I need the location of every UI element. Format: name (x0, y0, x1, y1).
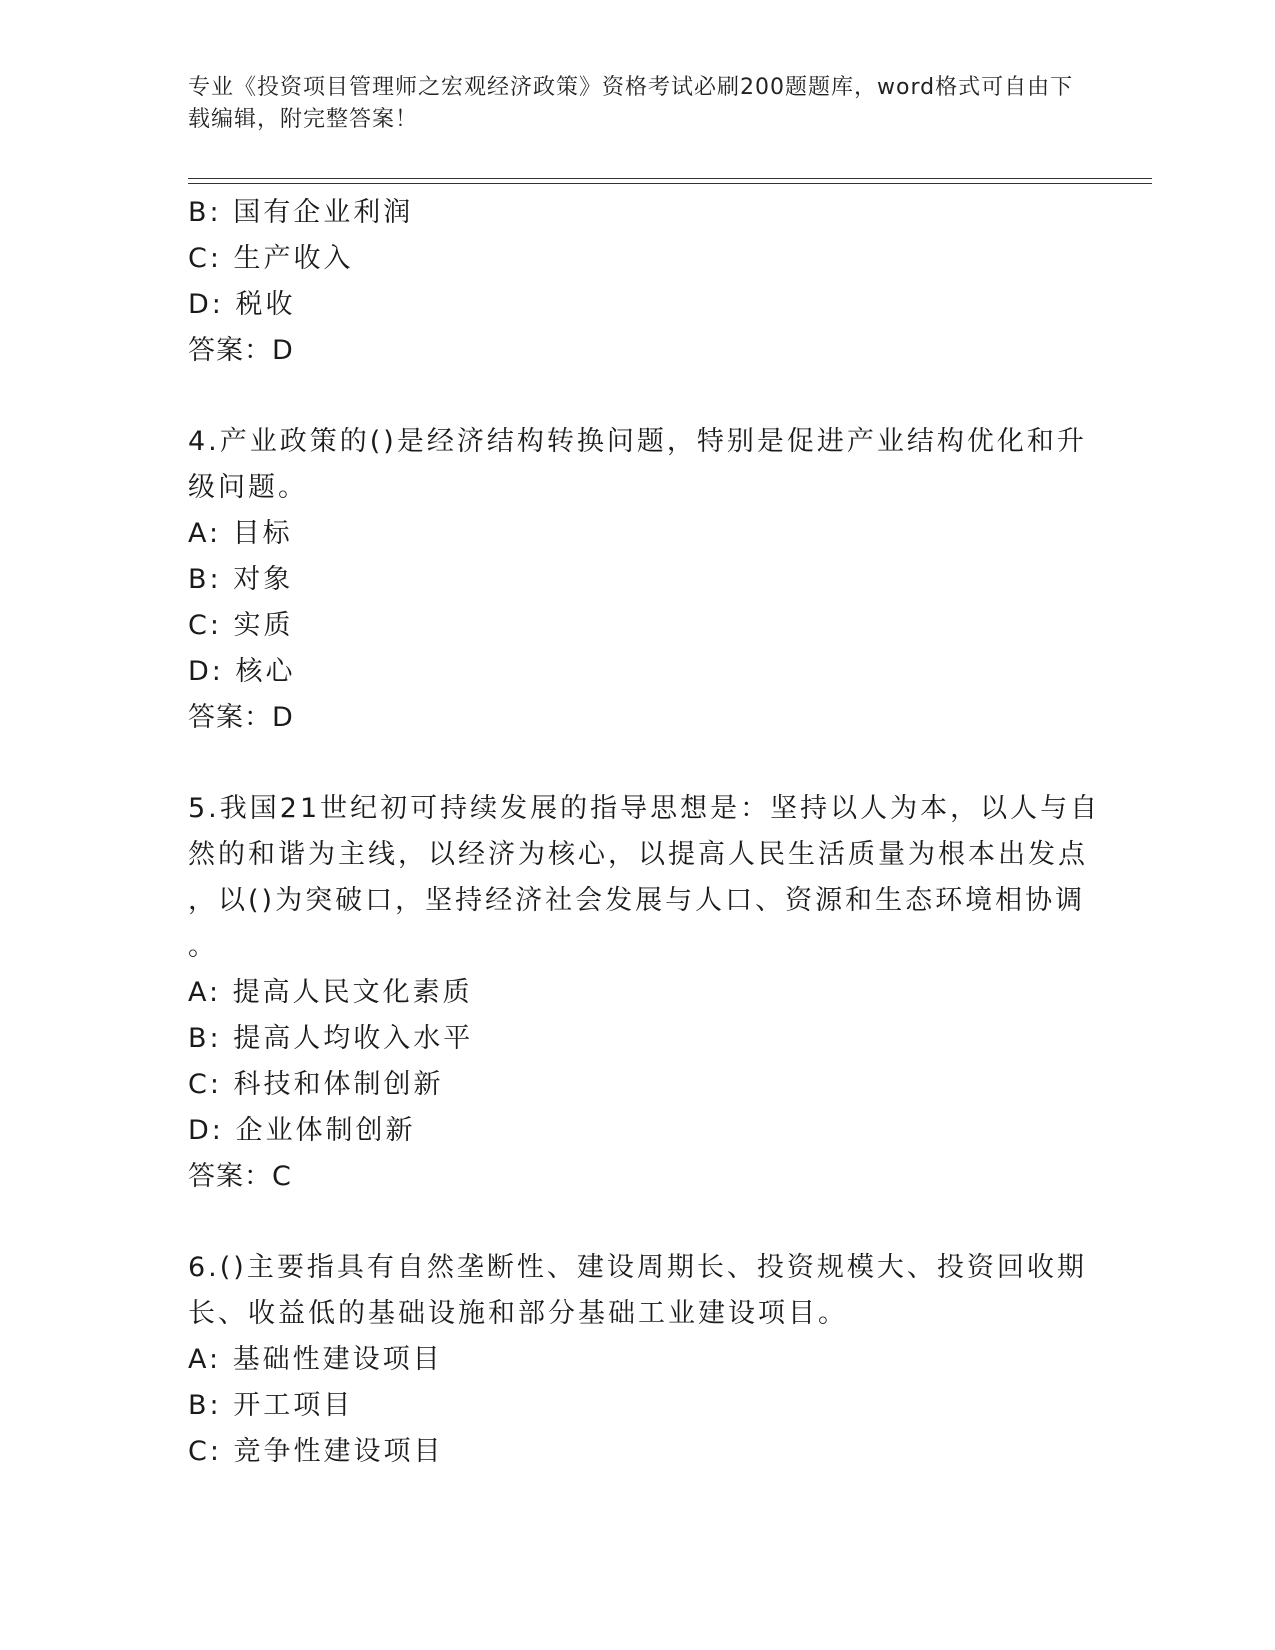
question-stem-line: 级问题。 (188, 472, 308, 503)
option-c: C: 实质 (188, 610, 294, 641)
spacer (188, 741, 1088, 786)
option-d: D: 企业体制创新 (188, 1115, 416, 1146)
spacer (188, 1200, 1088, 1245)
question-stem-line: 6.()主要指具有自然垄断性、建设周期长、投资规模大、投资回收期 (188, 1252, 1087, 1283)
option-d: D: 税收 (188, 289, 296, 320)
option-b: B: 对象 (188, 564, 294, 595)
question-5 (188, 786, 1101, 1200)
option-b: B: 开工项目 (188, 1390, 354, 1421)
option-a: A: 基础性建设项目 (188, 1344, 443, 1375)
answer: 答案：D (188, 335, 294, 366)
question-3-tail (188, 190, 1088, 374)
option-c: C: 生产收入 (188, 243, 354, 274)
question-stem-line: 5.我国21世纪初可持续发展的指导思想是：坚持以人为本，以人与自 (188, 793, 1101, 824)
option-c: C: 科技和体制创新 (188, 1069, 444, 1100)
option-c: C: 竞争性建设项目 (188, 1436, 444, 1467)
document-body (188, 190, 1101, 1475)
question-stem-line: 。 (188, 931, 218, 962)
spacer (188, 374, 1088, 419)
option-a: A: 目标 (188, 518, 293, 549)
header-title: 专业《投资项目管理师之宏观经济政策》资格考试必刷200题题库，word格式可自由下载编辑，附完整答案！ (188, 75, 1074, 132)
option-b: B: 国有企业利润 (188, 197, 414, 228)
question-stem-line: 长、收益低的基础设施和部分基础工业建设项目。 (188, 1298, 848, 1329)
option-a: A: 提高人民文化素质 (188, 977, 473, 1008)
question-stem-line: 4.产业政策的()是经济结构转换问题，特别是促进产业结构优化和升 (188, 426, 1087, 457)
option-d: D: 核心 (188, 656, 296, 687)
header-rule-top (188, 178, 1152, 179)
question-6 (188, 1245, 1088, 1475)
header-rule-bottom (188, 183, 1152, 184)
question-4 (188, 419, 1088, 741)
answer: 答案：D (188, 702, 294, 733)
question-stem-line: ，以()为突破口，坚持经济社会发展与人口、资源和生态环境相协调 (188, 885, 1086, 916)
question-stem-line: 然的和谐为主线，以经济为核心，以提高人民生活质量为根本出发点 (188, 839, 1088, 870)
document-header (188, 72, 1088, 136)
option-b: B: 提高人均收入水平 (188, 1023, 474, 1054)
answer: 答案：C (188, 1161, 292, 1192)
